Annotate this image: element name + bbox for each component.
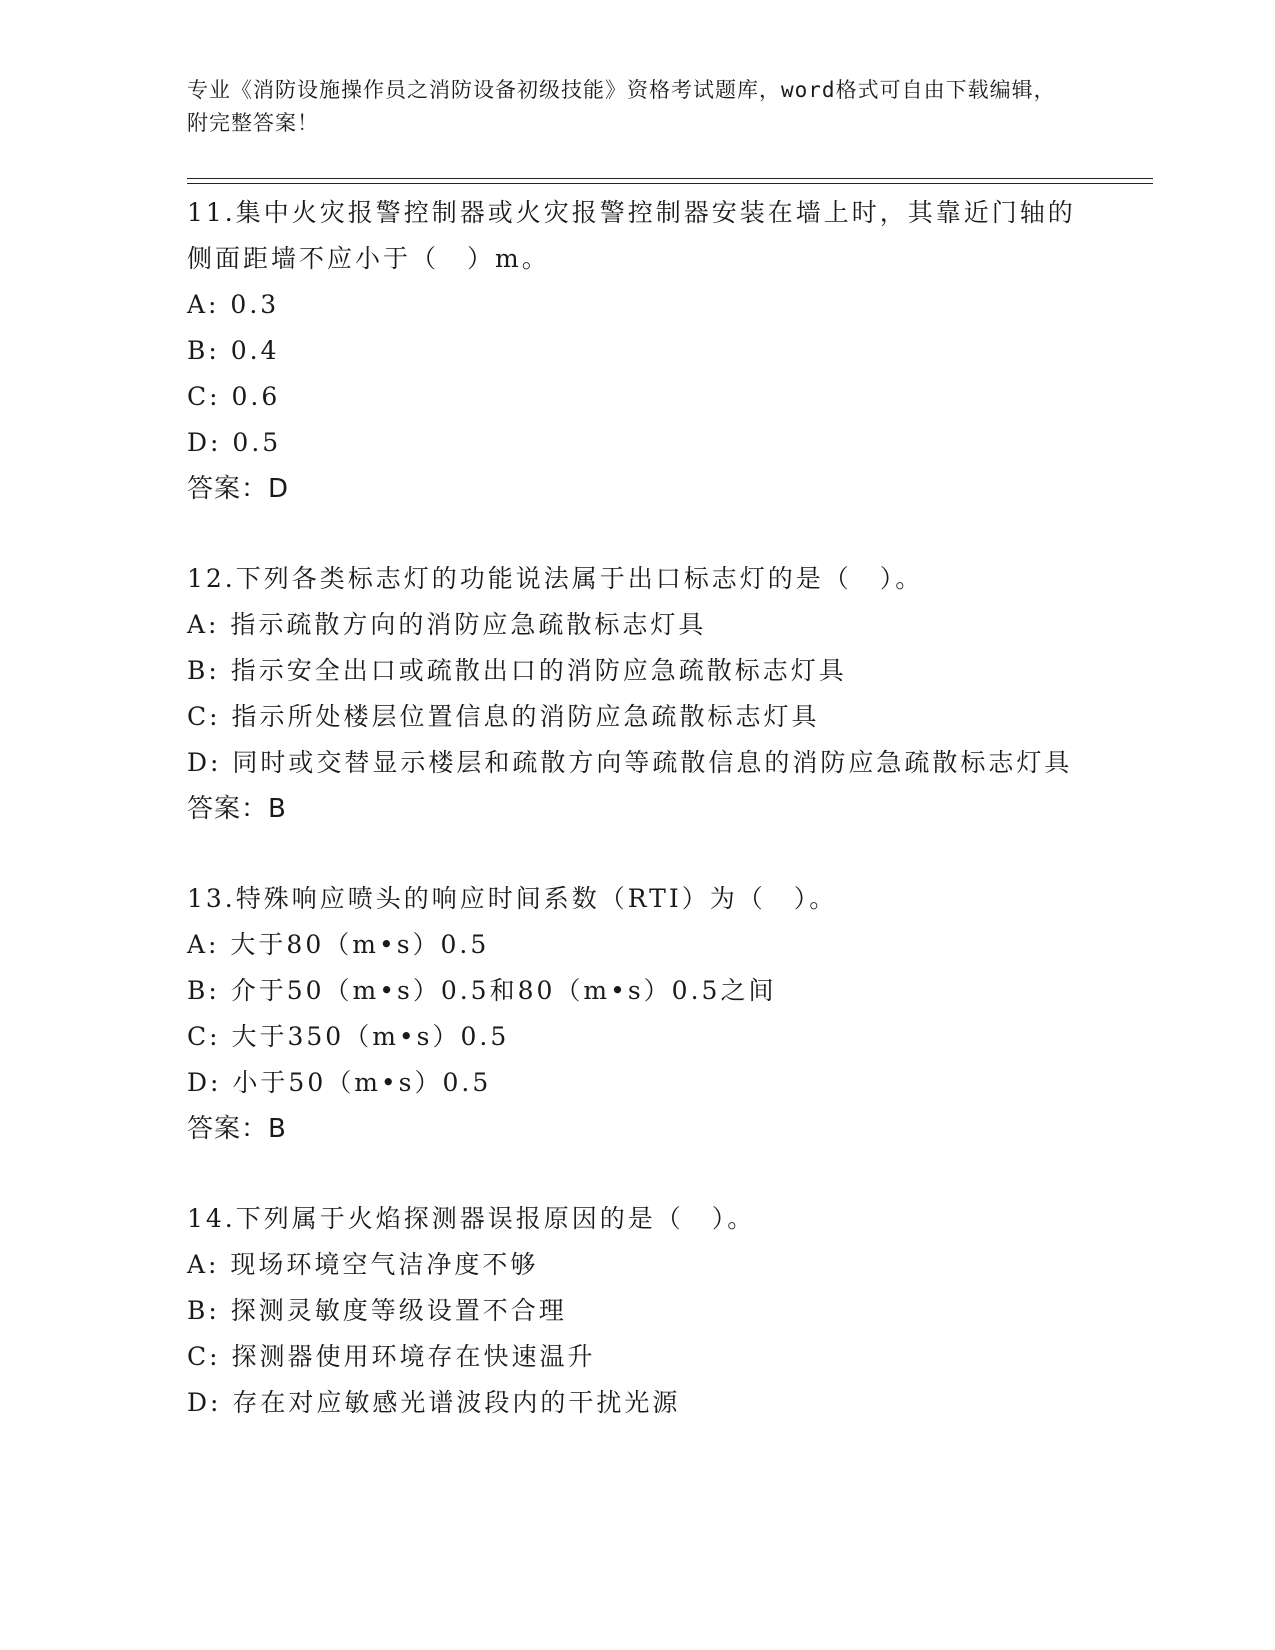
- question-spacer: [187, 1152, 1087, 1196]
- question-list: [187, 190, 1087, 1426]
- question-12: [187, 556, 1087, 832]
- option-a: A: 指示疏散方向的消防应急疏散标志灯具: [187, 610, 707, 639]
- option-c: C: 探测器使用环境存在快速温升: [187, 1342, 596, 1371]
- question-14: [187, 1196, 1087, 1426]
- question-stem: 13.特殊响应喷头的响应时间系数（RTI）为（ ）。: [187, 884, 838, 913]
- option-d: D: 存在对应敏感光谱波段内的干扰光源: [187, 1388, 681, 1417]
- answer-line: 答案：B: [187, 1114, 287, 1144]
- option-c: C: 大于350（m•s）0.5: [187, 1022, 510, 1051]
- option-d: D: 小于50（m•s）0.5: [187, 1068, 492, 1097]
- question-stem: 11.集中火灾报警控制器或火灾报警控制器安装在墙上时，其靠近门轴的侧面距墙不应小于（ ）m。: [187, 198, 1076, 273]
- option-d: D: 0.5: [187, 428, 282, 457]
- option-b: B: 0.4: [187, 336, 280, 365]
- option-a: A: 0.3: [187, 290, 280, 319]
- question-stem: 12.下列各类标志灯的功能说法属于出口标志灯的是（ ）。: [187, 564, 924, 593]
- header-divider-top: [187, 178, 1153, 179]
- option-c: C: 0.6: [187, 382, 281, 411]
- answer-line: 答案：D: [187, 474, 290, 504]
- document-header: 专业《消防设施操作员之消防设备初级技能》资格考试题库，word格式可自由下载编辑，附完整答案！: [187, 78, 1056, 135]
- option-b: B: 指示安全出口或疏散出口的消防应急疏散标志灯具: [187, 656, 847, 685]
- option-a: A: 大于80（m•s）0.5: [187, 930, 490, 959]
- option-c: C: 指示所处楼层位置信息的消防应急疏散标志灯具: [187, 702, 820, 731]
- question-13: [187, 876, 1087, 1152]
- header-divider-bottom: [187, 183, 1153, 184]
- option-b: B: 探测灵敏度等级设置不合理: [187, 1296, 567, 1325]
- question-spacer: [187, 832, 1087, 876]
- option-b: B: 介于50（m•s）0.5和80（m•s）0.5之间: [187, 976, 777, 1005]
- question-stem: 14.下列属于火焰探测器误报原因的是（ ）。: [187, 1204, 756, 1233]
- answer-line: 答案：B: [187, 794, 287, 824]
- option-a: A: 现场环境空气洁净度不够: [187, 1250, 539, 1279]
- question-11: [187, 190, 1087, 512]
- option-d: D: 同时或交替显示楼层和疏散方向等疏散信息的消防应急疏散标志灯具: [187, 748, 1073, 777]
- question-spacer: [187, 512, 1087, 556]
